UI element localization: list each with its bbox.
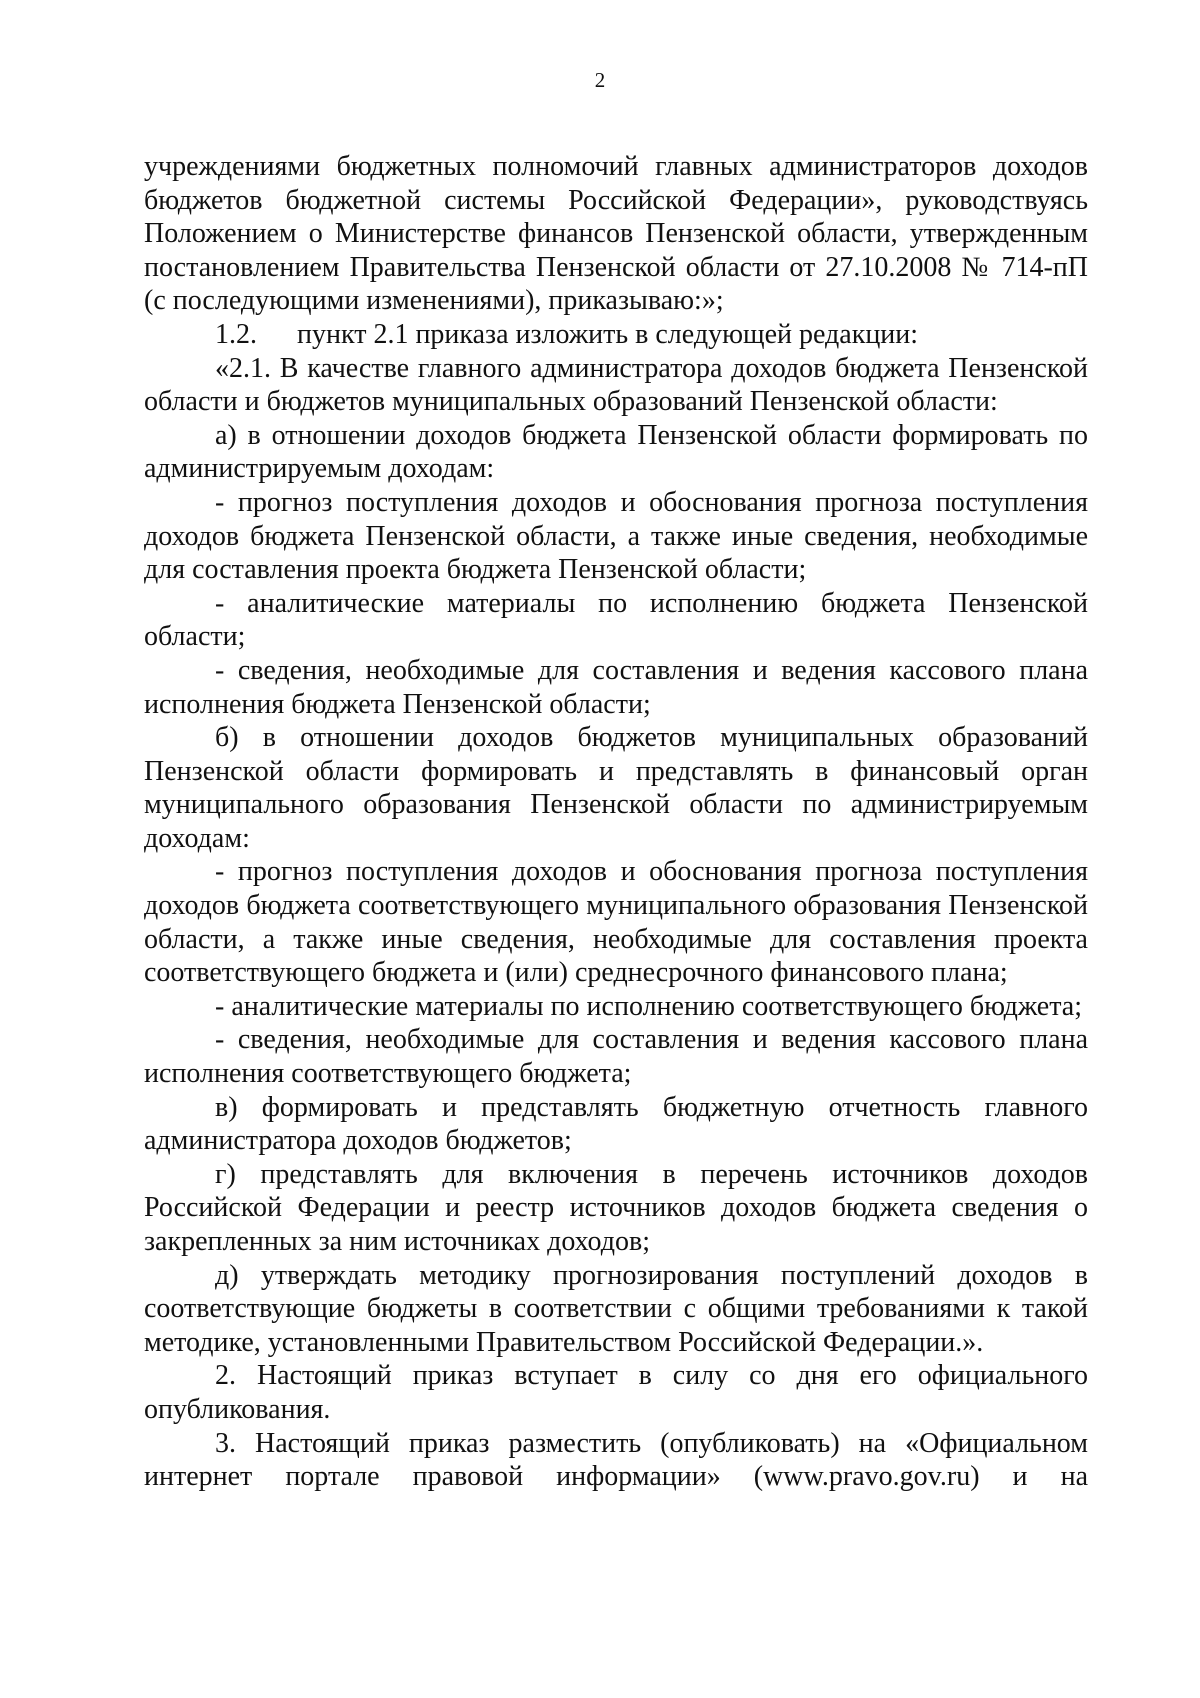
paragraph-subitem-v: в) формировать и представлять бюджетную отчетность главного администратора доходов бюджетов; <box>144 1091 1088 1157</box>
paragraph-subitem-a-analytics: - аналитические материалы по исполнению бюджета Пензенской области; <box>144 587 1088 653</box>
paragraph-subitem-d: д) утверждать методику прогнозирования поступлений доходов в соответствующие бюджеты в соответствии с общими требованиями к такой методике, установленными Правительством Российской Федерации.». <box>144 1259 1088 1358</box>
paragraph-subitem-b-cash-plan: - сведения, необходимые для составления и ведения кассового плана исполнения соответствующего бюджета; <box>144 1024 1088 1090</box>
document-body <box>144 150 1088 1494</box>
paragraph-subitem-a-cash-plan: - сведения, необходимые для составления и ведения кассового плана исполнения бюджета Пензенской области; <box>144 654 1088 720</box>
paragraph-intro-continuation: учреждениями бюджетных полномочий главных администраторов доходов бюджетов бюджетной системы Российской Федерации», руководствуясь Положением о Министерстве финансов Пензенской области, утвержденным постановлением Правительства Пензенской области от 27.10.2008 № 714-пП (с последующими изменениями), приказываю:»; <box>144 151 1088 317</box>
paragraph-subitem-a-forecast: - прогноз поступления доходов и обоснования прогноза поступления доходов бюджета Пензенской области, а также иные сведения, необходимые для составления проекта бюджета Пензенской области; <box>144 486 1088 586</box>
paragraph-subitem-b: б) в отношении доходов бюджетов муниципальных образований Пензенской области формировать и представлять в финансовый орган муниципального образования Пензенской области по администрируемым доходам: <box>144 722 1088 854</box>
paragraph-subitem-b-forecast: - прогноз поступления доходов и обоснования прогноза поступления доходов бюджета соответствующего муниципального образования Пензенской области, а также иные сведения, необходимые для составления проекта соответствующего бюджета и (или) среднесрочного финансового плана; <box>144 856 1088 989</box>
paragraph-subitem-g: г) представлять для включения в перечень источников доходов Российской Федерации и реестр источников доходов бюджета сведения о закрепленных за ним источниках доходов; <box>144 1158 1088 1257</box>
item-text: пункт 2.1 приказа изложить в следующей редакции: <box>297 318 919 350</box>
paragraph-point-3: 3. Настоящий приказ разместить (опубликовать) на «Официальном интернет портале правовой информации» (www.pravo.gov.ru) и на <box>144 1427 1088 1493</box>
paragraph-2-1: «2.1. В качестве главного администратора доходов бюджета Пензенской области и бюджетов муниципальных образований Пензенской области: <box>144 352 1088 418</box>
paragraph-item-1-2 <box>144 318 1088 352</box>
item-number: 1.2. <box>215 318 257 350</box>
paragraph-subitem-b-analytics: - аналитические материалы по исполнению соответствующего бюджета; <box>215 990 1083 1022</box>
page-number: 2 <box>594 68 606 92</box>
paragraph-point-2: 2. Настоящий приказ вступает в силу со дня его официального опубликования. <box>144 1360 1088 1425</box>
paragraph-subitem-a: а) в отношении доходов бюджета Пензенской области формировать по администрируемым доходам: <box>144 419 1088 485</box>
